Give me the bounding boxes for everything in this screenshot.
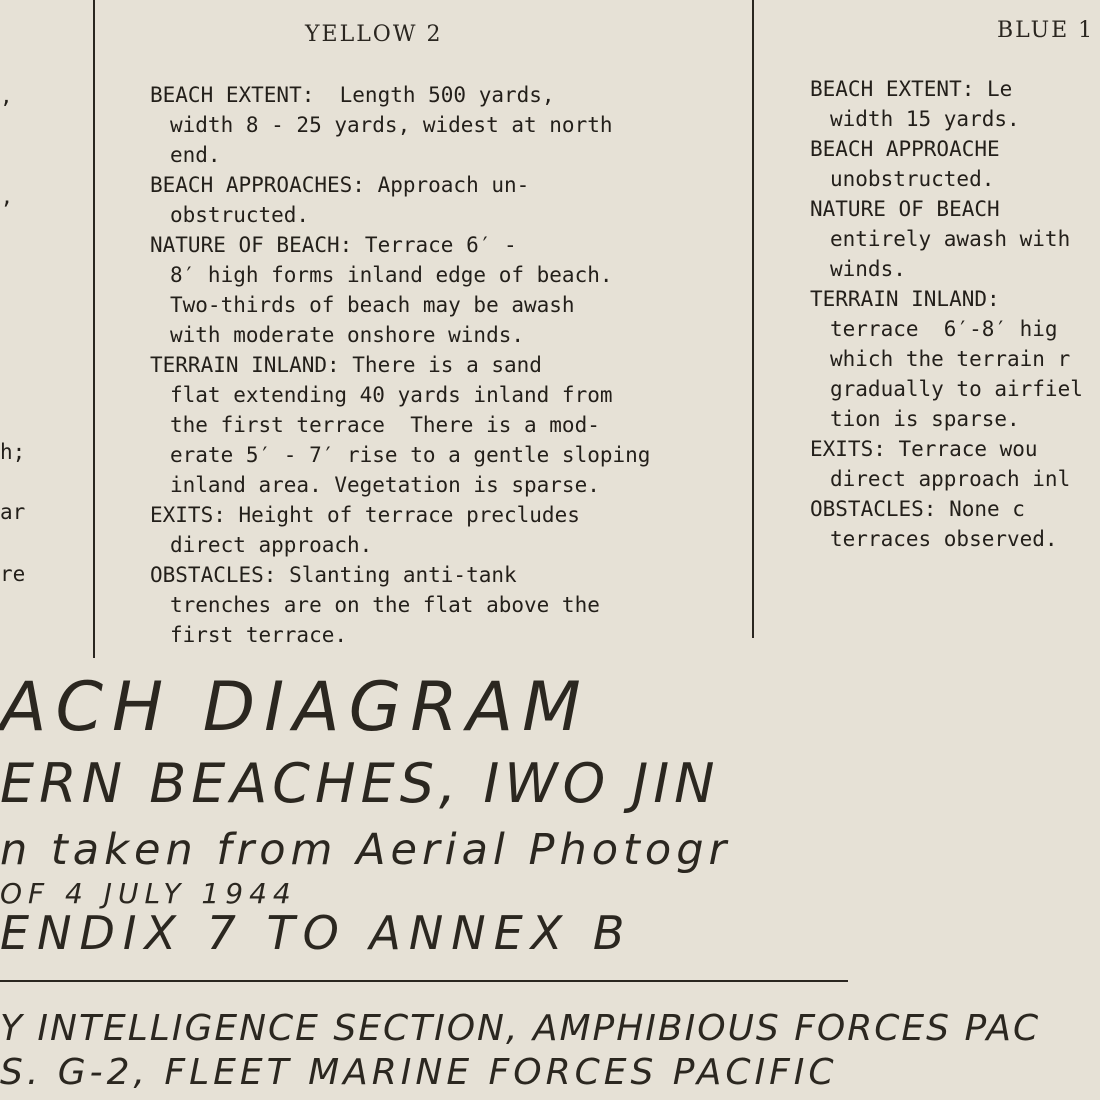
column-rule-right [752, 0, 754, 638]
yellow2-line: flat extending 40 yards inland from [170, 383, 613, 407]
heading-appendix: ENDIX 7 TO ANNEX B [0, 906, 633, 960]
blue1-line: which the terrain r [830, 347, 1071, 371]
blue1-line: entirely awash with [830, 227, 1071, 251]
yellow2-line: end. [170, 143, 221, 167]
credit-line-1: Y INTELLIGENCE SECTION, AMPHIBIOUS FORCES PAC [0, 1008, 1041, 1049]
left-fragment-3: h; [0, 440, 26, 464]
blue1-line: gradually to airfiel [830, 377, 1083, 401]
blue1-line: direct approach inl [830, 467, 1071, 491]
yellow-2-description [150, 80, 650, 650]
heading-date: OF 4 JULY 1944 [0, 877, 297, 910]
blue1-line: width 15 yards. [830, 107, 1020, 131]
yellow2-line: inland area. Vegetation is sparse. [170, 473, 600, 497]
yellow2-line: direct approach. [170, 533, 373, 557]
left-fragment-1: , [0, 84, 13, 108]
yellow2-line: 8′ high forms inland edge of beach. [170, 263, 613, 287]
yellow2-line: EXITS: Height of terrace precludes [150, 503, 580, 527]
yellow2-line: Two-thirds of beach may be awash [170, 293, 575, 317]
heading-divider [0, 980, 848, 982]
blue1-line: unobstructed. [830, 167, 995, 191]
yellow2-line: BEACH EXTENT: Length 500 yards, [150, 83, 555, 107]
yellow2-line: BEACH APPROACHES: Approach un- [150, 173, 530, 197]
yellow2-line: the first terrace There is a mod- [170, 413, 600, 437]
blue1-line: terraces observed. [830, 527, 1058, 551]
yellow2-line: width 8 - 25 yards, widest at north [170, 113, 613, 137]
blue1-line: EXITS: Terrace wou [810, 437, 1038, 461]
blue-1-title: BLUE 1 [997, 18, 1095, 43]
left-fragment-4: ar [0, 500, 26, 524]
heading-source-note: n taken from Aerial Photogr [0, 825, 732, 875]
credit-line-2: S. G-2, FLEET MARINE FORCES PACIFIC [0, 1052, 838, 1093]
yellow-2-title: YELLOW 2 [305, 22, 443, 47]
yellow2-line: with moderate onshore winds. [170, 323, 525, 347]
yellow2-line: trenches are on the flat above the [170, 593, 600, 617]
yellow2-line: NATURE OF BEACH: Terrace 6′ - [150, 233, 517, 257]
left-fragment-5: re [0, 562, 26, 586]
blue1-line: BEACH EXTENT: Le [810, 77, 1013, 101]
yellow2-line: obstructed. [170, 203, 310, 227]
blue1-line: tion is sparse. [830, 407, 1020, 431]
blue1-line: OBSTACLES: None c [810, 497, 1025, 521]
yellow2-line: erate 5′ - 7′ rise to a gentle sloping [170, 443, 651, 467]
blue-1-description [810, 74, 1083, 554]
yellow2-line: first terrace. [170, 623, 348, 647]
blue1-line: winds. [830, 257, 906, 281]
heading-title: ACH DIAGRAM [0, 668, 590, 747]
left-fragment-2: ’ [0, 198, 13, 222]
blue1-line: TERRAIN INLAND: [810, 287, 1000, 311]
heading-subtitle: ERN BEACHES, IWO JIN [0, 752, 720, 815]
blue1-line: BEACH APPROACHE [810, 137, 1000, 161]
yellow2-line: OBSTACLES: Slanting anti-tank [150, 563, 517, 587]
column-rule-left [93, 0, 95, 658]
blue1-line: NATURE OF BEACH [810, 197, 1000, 221]
yellow2-line: TERRAIN INLAND: There is a sand [150, 353, 542, 377]
blue1-line: terrace 6′-8′ hig [830, 317, 1058, 341]
